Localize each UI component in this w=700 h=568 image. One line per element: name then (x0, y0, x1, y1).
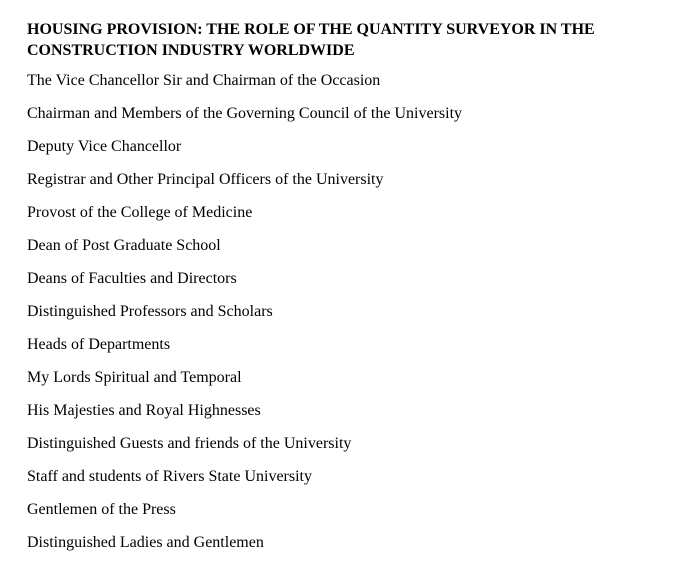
document-page (27, 19, 667, 559)
salutation-line: Gentlemen of the Press (27, 501, 176, 518)
salutation-line: Staff and students of Rivers State University (27, 468, 312, 485)
salutation-line: Distinguished Professors and Scholars (27, 303, 273, 320)
salutation-line: Deans of Faculties and Directors (27, 270, 237, 287)
document-title: HOUSING PROVISION: THE ROLE OF THE QUANTITY SURVEYOR IN THE CONSTRUCTION INDUSTRY WORLDWIDE (27, 21, 595, 59)
salutation-line: My Lords Spiritual and Temporal (27, 369, 242, 386)
salutation-line: The Vice Chancellor Sir and Chairman of the Occasion (27, 72, 381, 89)
salutation-line: Deputy Vice Chancellor (27, 138, 182, 155)
salutation-line: Distinguished Ladies and Gentlemen (27, 534, 264, 551)
salutation-list (27, 64, 667, 559)
salutation-line: Provost of the College of Medicine (27, 204, 253, 221)
salutation-line: Dean of Post Graduate School (27, 237, 221, 254)
salutation-line: Heads of Departments (27, 336, 171, 353)
salutation-line: His Majesties and Royal Highnesses (27, 402, 261, 419)
salutation-line: Registrar and Other Principal Officers of the University (27, 171, 384, 188)
salutation-line: Chairman and Members of the Governing Council of the University (27, 105, 463, 122)
salutation-line: Distinguished Guests and friends of the University (27, 435, 352, 452)
